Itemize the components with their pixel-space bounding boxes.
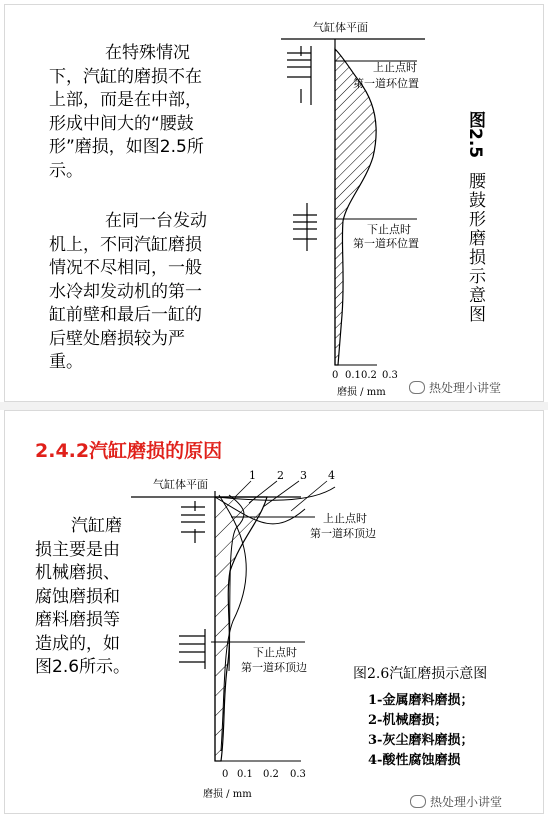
lower-label-line1: 下止点时 bbox=[367, 223, 411, 236]
slide-gap bbox=[0, 402, 548, 410]
legend-item-3: 3-灰尘磨料磨损； bbox=[368, 733, 474, 748]
tick-0.1: 0.1 bbox=[345, 370, 361, 381]
paragraph-wear-causes: 汽缸磨损主要是由机械磨损、腐蚀磨损和磨料磨损等造成的，如图2.6所示。 bbox=[35, 516, 131, 677]
curve-label-3: 3 bbox=[300, 469, 307, 482]
axis-label: 磨损 / mm bbox=[337, 387, 386, 398]
paragraph-special-case: 在特殊情况下，汽缸的磨损不在上部，而是在中部，形成中间大的“腰鼓形”磨损，如图2.5所示。 bbox=[49, 43, 204, 181]
figure-title: 腰鼓形磨损示意图 bbox=[465, 172, 485, 325]
axis-label: 磨损 / mm bbox=[203, 789, 252, 800]
upper-label-line2: 第一道环顶边 bbox=[310, 527, 376, 540]
legend bbox=[368, 691, 473, 771]
legend-item-4: 4-酸性腐蚀磨损 bbox=[368, 753, 461, 768]
upper-label-line1: 上止点时 bbox=[373, 61, 417, 74]
lower-ring-marks bbox=[293, 203, 317, 251]
tick-0.2: 0.2 bbox=[361, 370, 377, 381]
tick-0.2: 0.2 bbox=[263, 769, 279, 780]
figure-2-5-caption bbox=[463, 111, 487, 330]
section-heading: 2.4.2汽缸磨损的原因 bbox=[35, 440, 223, 462]
slide-waist-drum-wear bbox=[4, 4, 544, 402]
curve-label-2: 2 bbox=[277, 469, 284, 482]
watermark: 热处理小讲堂 bbox=[409, 379, 501, 396]
wear-profile bbox=[335, 49, 376, 365]
lower-label-line2: 第一道环位置 bbox=[353, 237, 419, 250]
tick-0.3: 0.3 bbox=[290, 769, 306, 780]
tick-0: 0 bbox=[332, 370, 339, 381]
upper-ring-marks bbox=[287, 46, 311, 105]
curve-label-4: 4 bbox=[328, 469, 335, 482]
top-plane-label: 气缸体平面 bbox=[313, 21, 368, 34]
lower-label-line2: 第一道环顶边 bbox=[241, 661, 307, 674]
lower-label-line1: 下止点时 bbox=[253, 646, 297, 659]
tick-0.3: 0.3 bbox=[382, 370, 398, 381]
top-plane-label: 气缸体平面 bbox=[153, 478, 208, 491]
legend-item-2: 2-机械磨损； bbox=[368, 713, 448, 728]
legend-item-1: 1-金属磨料磨损； bbox=[368, 693, 474, 708]
upper-label-line2: 第一道环位置 bbox=[353, 77, 419, 90]
upper-ring-marks bbox=[181, 501, 205, 543]
paragraph-cylinder-variation: 在同一台发动机上，不同汽缸磨损情况不尽相同，一般水冷却发动机的第一缸前壁和最后一缸的后壁处磨损较为严重。 bbox=[49, 211, 207, 372]
figure-2-6-caption: 图2.6汽缸磨损示意图 bbox=[353, 666, 488, 682]
curve-label-1: 1 bbox=[249, 469, 256, 482]
lower-ring-marks bbox=[179, 629, 205, 669]
chat-bubble-icon bbox=[410, 795, 426, 808]
slide-wear-causes bbox=[4, 410, 544, 814]
tick-0: 0 bbox=[222, 769, 229, 780]
chat-bubble-icon bbox=[409, 381, 425, 394]
watermark: 热处理小讲堂 bbox=[410, 793, 502, 810]
tick-0.1: 0.1 bbox=[237, 769, 253, 780]
figure-number: 图2.5 bbox=[465, 111, 485, 159]
upper-label-line1: 上止点时 bbox=[323, 512, 367, 525]
